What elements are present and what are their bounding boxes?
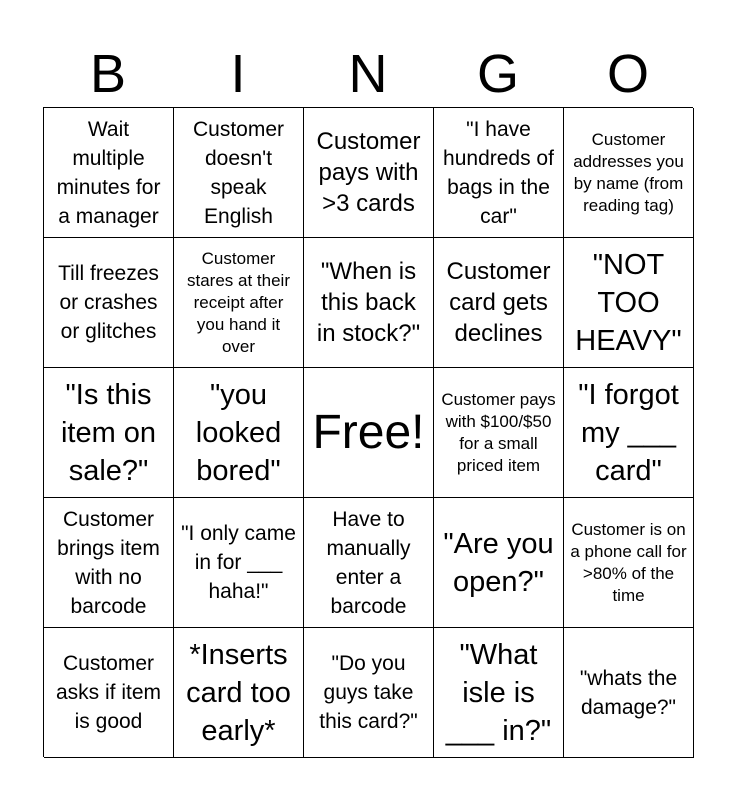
bingo-cell[interactable] [564, 368, 694, 498]
bingo-cell[interactable] [434, 108, 564, 238]
cell-text: Customer pays with $100/$50 for a small priced item [441, 389, 556, 475]
bingo-cell[interactable] [174, 628, 304, 758]
bingo-cell[interactable] [434, 368, 564, 498]
bingo-header [43, 40, 693, 108]
bingo-cell[interactable] [304, 108, 434, 238]
bingo-cell[interactable] [304, 238, 434, 368]
cell-text: "I only came in for ___ haha!" [181, 522, 296, 603]
cell-text: Customer brings item with no barcode [57, 507, 160, 618]
bingo-cell[interactable] [44, 498, 174, 628]
cell-text: "I forgot my ___ card" [578, 378, 679, 487]
cell-text: Till freezes or crashes or glitches [58, 262, 159, 343]
cell-text: "whats the damage?" [579, 666, 678, 719]
bingo-cell[interactable] [564, 498, 694, 628]
cell-text: "Is this item on sale?" [60, 378, 157, 487]
cell-text: "When is this back in stock?" [316, 258, 421, 347]
bingo-cell[interactable] [174, 368, 304, 498]
cell-text: "Are you open?" [443, 527, 554, 598]
bingo-cell[interactable] [434, 498, 564, 628]
bingo-cell[interactable] [304, 498, 434, 628]
cell-text: Have to manually enter a barcode [326, 507, 411, 618]
free-space-cell[interactable] [304, 368, 434, 498]
bingo-cell[interactable] [44, 628, 174, 758]
cell-text: "NOT TOO HEAVY" [575, 248, 682, 357]
cell-text: Customer pays with >3 cards [316, 128, 421, 217]
bingo-cell[interactable] [434, 628, 564, 758]
cell-text: Customer card gets declines [446, 258, 551, 347]
cell-text: "you looked bored" [195, 378, 282, 487]
header-letter-n: N [348, 44, 388, 104]
cell-text: Customer is on a phone call for >80% of the time [570, 519, 687, 605]
header-letter-g: G [476, 44, 519, 104]
bingo-cell[interactable] [44, 368, 174, 498]
cell-text: Customer addresses you by name (from reading tag) [573, 129, 684, 215]
cell-text: "Do you guys take this card?" [319, 652, 418, 733]
bingo-cell[interactable] [44, 108, 174, 238]
header-letter-o: O [606, 44, 649, 104]
bingo-cell[interactable] [174, 238, 304, 368]
bingo-cell[interactable] [564, 108, 694, 238]
bingo-cell[interactable] [44, 238, 174, 368]
cell-text: *Inserts card too early* [186, 638, 291, 747]
cell-text: Customer asks if item is good [55, 652, 162, 733]
cell-text: "What isle is ___ in?" [445, 638, 552, 747]
bingo-card-grid [43, 107, 693, 757]
bingo-cell[interactable] [174, 108, 304, 238]
cell-text: Wait multiple minutes for a manager [56, 117, 161, 228]
bingo-cell[interactable] [564, 238, 694, 368]
header-letter-i: I [230, 44, 246, 104]
cell-text: Customer doesn't speak English [192, 117, 285, 228]
cell-text: Customer stares at their receipt after you hand it over [187, 248, 290, 356]
free-space-text: Free! [312, 405, 425, 459]
cell-text: "I have hundreds of bags in the car" [443, 117, 554, 228]
bingo-cell[interactable] [174, 498, 304, 628]
header-letter-b: B [89, 44, 127, 104]
bingo-cell[interactable] [564, 628, 694, 758]
bingo-cell[interactable] [304, 628, 434, 758]
bingo-cell[interactable] [434, 238, 564, 368]
